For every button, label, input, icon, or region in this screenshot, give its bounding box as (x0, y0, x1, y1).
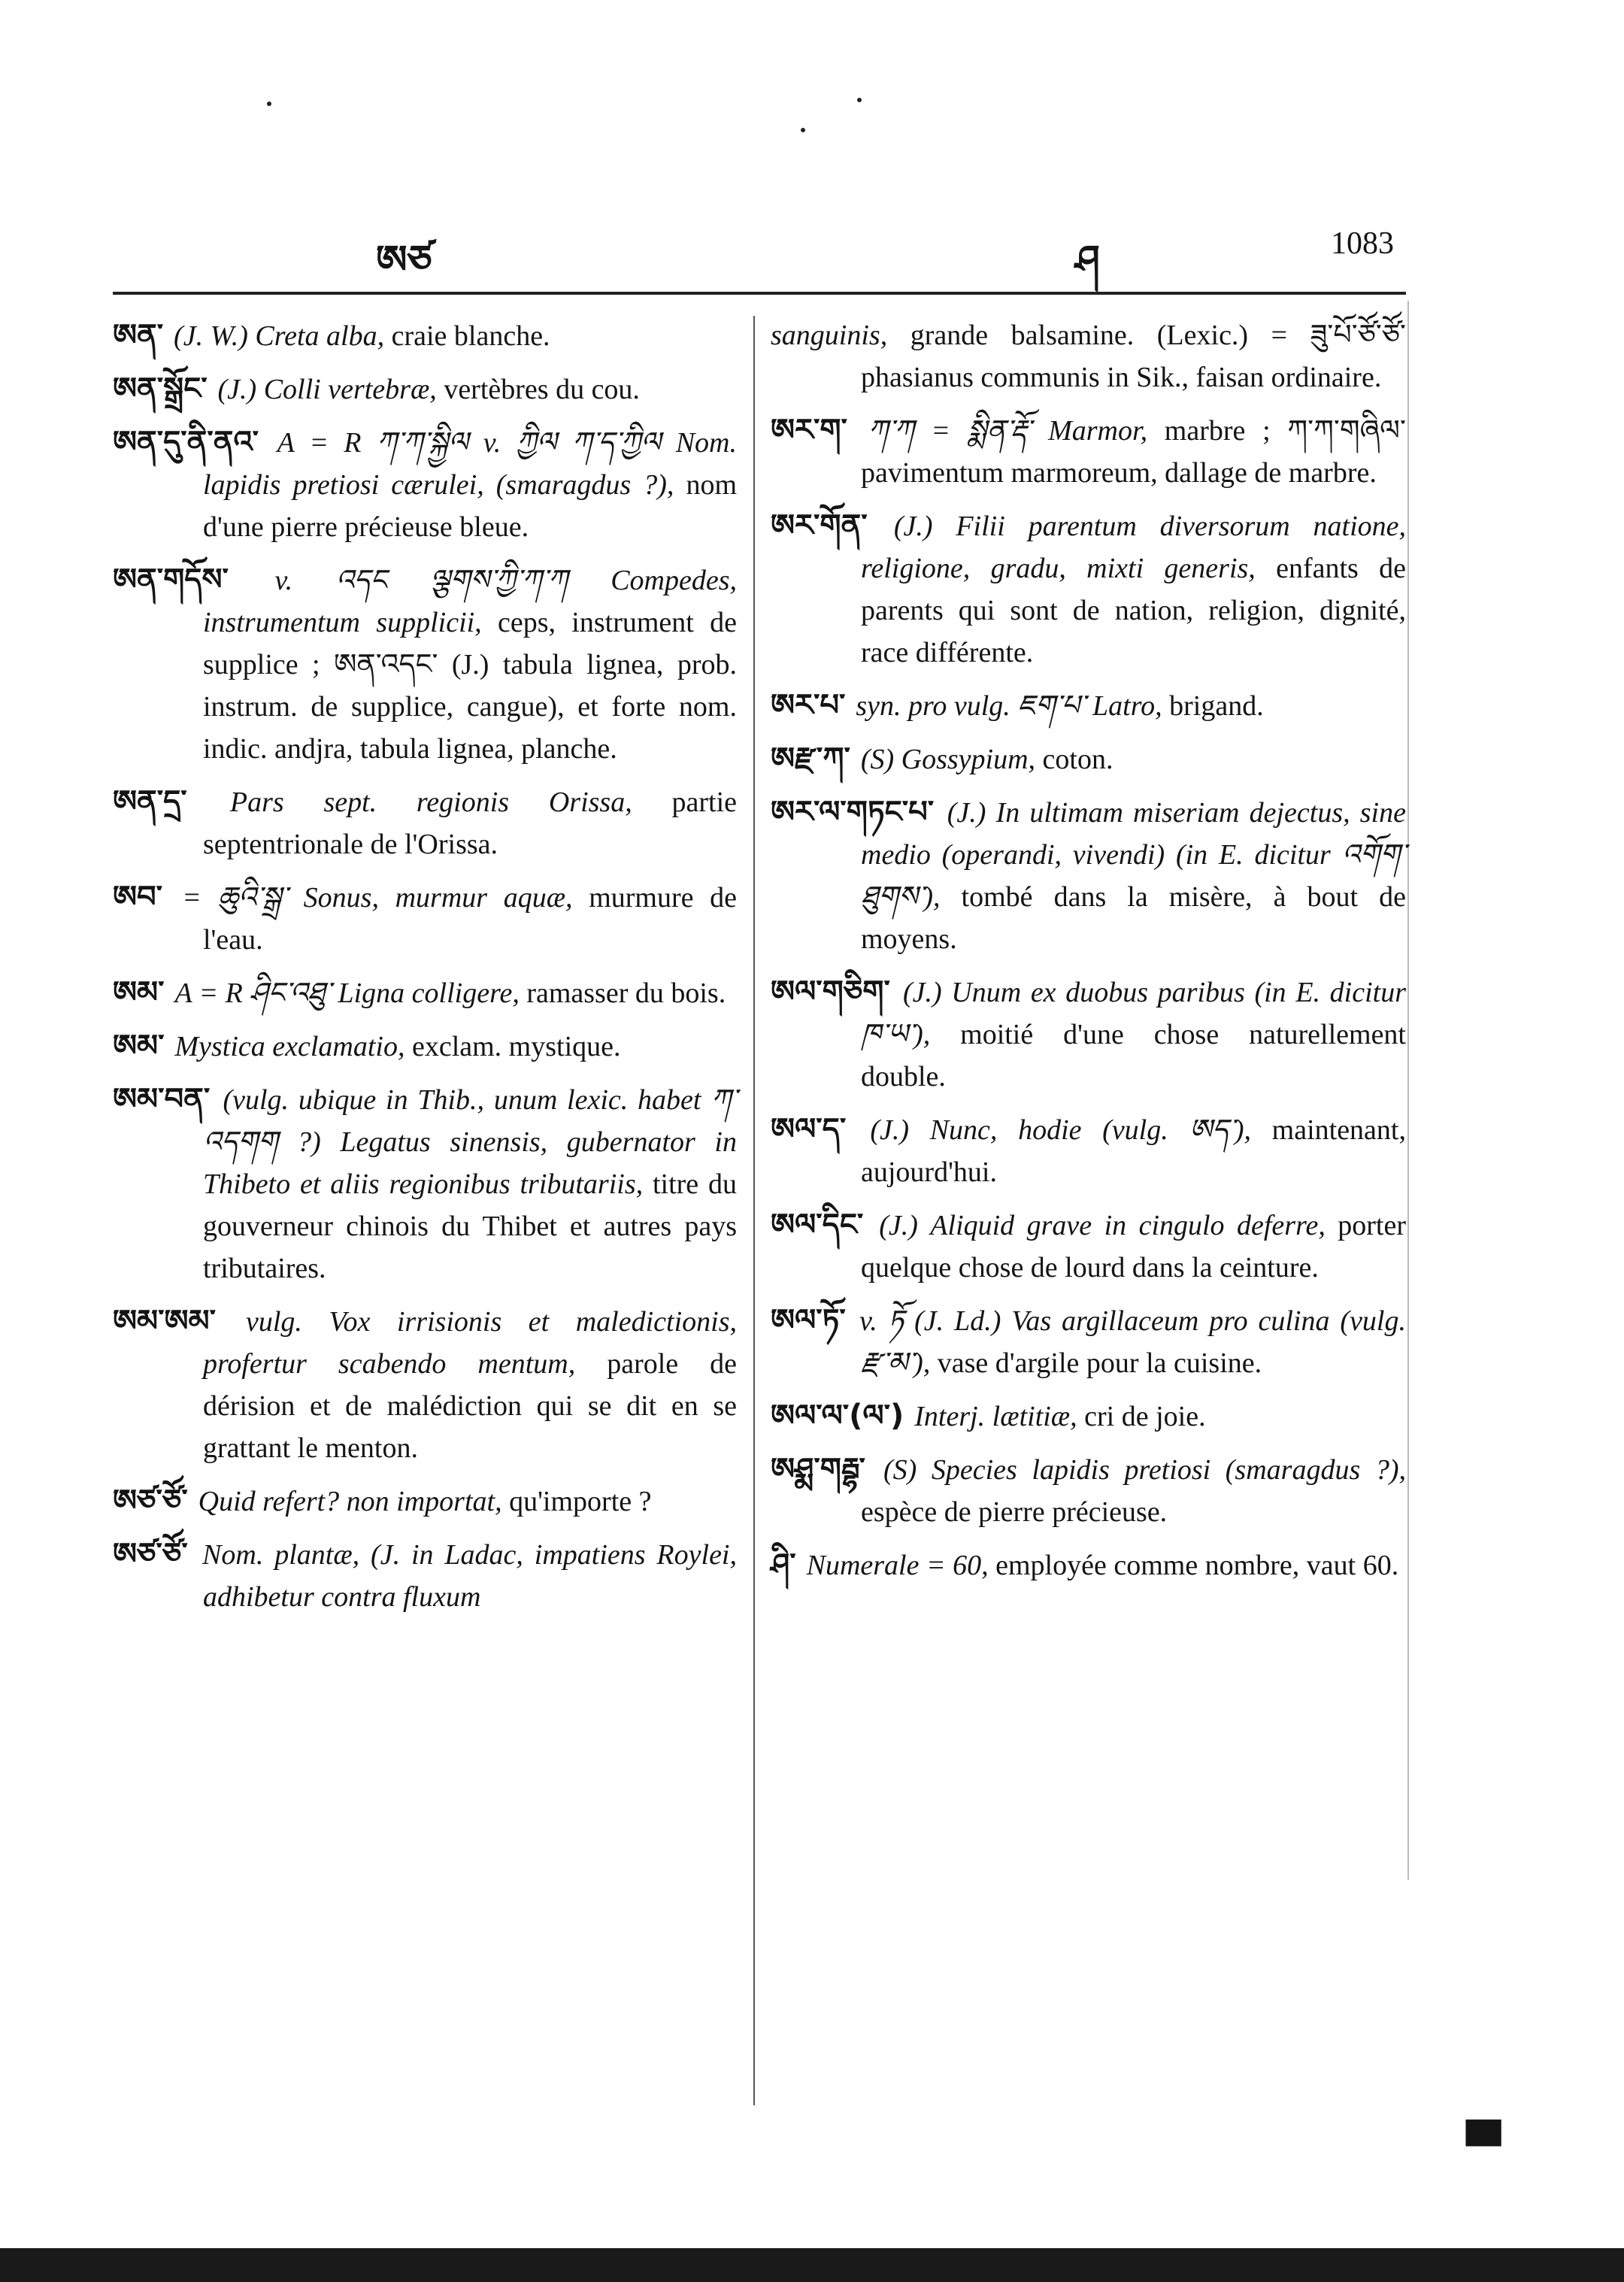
french-definition: vase d'argile pour la cuisine. (930, 1347, 1262, 1379)
dictionary-entry (113, 1480, 737, 1523)
latin-definition: A = R ཀ་ཀ་སྐྱིལ v. ཀྱིལ ཀ་ད་ཀྱིལ Nom. lapidis pretiosi cærulei, (smaragdus ?), (203, 427, 737, 501)
latin-definition: vulg. Vox irrisionis et maledictionis, profertur scabendo mentum, (203, 1306, 737, 1380)
french-definition: parole de dérision et de malédiction qui se dit en se grattant le menton. (203, 1348, 738, 1464)
column-divider (753, 316, 755, 2105)
french-definition: employée comme nombre, vaut 60. (988, 1550, 1399, 1581)
french-definition: maintenant, aujourd'hui. (861, 1114, 1406, 1188)
dictionary-entry (113, 1533, 737, 1618)
french-definition: cri de joie. (1077, 1401, 1206, 1432)
dictionary-entry (771, 409, 1406, 494)
dictionary-entry (771, 738, 1406, 780)
tibetan-headword: ཤི་ (771, 1547, 807, 1582)
latin-definition: (J.) Nunc, hodie (vulg. ཨད་), (870, 1114, 1251, 1146)
dictionary-entry (113, 314, 737, 357)
print-speck (857, 98, 862, 102)
page-number: 1083 (1331, 226, 1394, 261)
latin-definition: ཀ་ཀ = སྨིན་རྡོ་ Marmor, (868, 415, 1148, 447)
latin-definition: = ཆུའི་སྒྲ་ Sonus, murmur aquæ, (182, 882, 573, 914)
dictionary-entry (771, 505, 1406, 674)
tibetan-headword: ཨཙ་ཙོ་ (113, 1537, 203, 1571)
latin-definition: A = R ཤིང་འཐུ་ Ligna colligere, (174, 977, 520, 1009)
french-definition: murmure de l'eau. (203, 882, 737, 956)
tibetan-headword: ཨན་གདོས་ (113, 562, 275, 597)
latin-definition: (S) Gossypium, (860, 744, 1036, 775)
french-definition: marbre ; ཀ་ཀ་གཞིལ་ pavimentum marmoreum, dallage de marbre. (861, 415, 1406, 489)
tibetan-headword: ཨར་པ་ (771, 688, 856, 723)
latin-definition: Mystica exclamatio, (174, 1031, 405, 1062)
latin-definition: v. འདང ལྕགས་ཀྱི་ཀ་ཀ Compedes, instrumentum supplicii, (203, 565, 738, 638)
french-definition: moitié d'une chose naturellement double. (861, 1019, 1406, 1093)
dictionary-entry (113, 368, 737, 411)
tibetan-headword: ཨམ་བན་ (113, 1082, 223, 1117)
running-head-left: ཨཙ (376, 237, 432, 283)
latin-definition: (J.) Unum ex duobus paribus (in E. dicitur ཁ་ཡ་), (861, 977, 1407, 1050)
print-speck (267, 102, 271, 106)
dictionary-entry (113, 421, 737, 548)
dictionary-entry (771, 684, 1406, 727)
french-definition: ramasser du bois. (519, 977, 726, 1009)
tibetan-headword: ཨར་ག་ (771, 413, 868, 447)
latin-definition: Numerale = 60, (806, 1550, 989, 1581)
tibetan-headword: ཨར་ལ་གཏང་པ་ (771, 795, 947, 829)
scan-bottom-edge (0, 2248, 1624, 2282)
print-speck (801, 128, 805, 132)
french-definition: craie blanche. (384, 320, 550, 352)
french-definition: brigand. (1162, 690, 1264, 722)
tibetan-headword: ཨན་ (113, 318, 174, 353)
french-definition: qu'importe ? (501, 1486, 652, 1517)
tibetan-headword: ཨབ་ (113, 880, 183, 914)
tibetan-headword: ཨམ་ (113, 975, 175, 1010)
tibetan-headword: ཨཤྨ་གརྦྷ་ (771, 1452, 883, 1486)
french-definition: tombé dans la misère, à bout de moyens. (861, 881, 1406, 955)
latin-definition: v. ཏོ (J. Ld.) Vas argillaceum pro culina (vulg. རྫ་མ་), (859, 1305, 1406, 1379)
dictionary-entry (113, 559, 737, 770)
tibetan-headword: ཨརྫ་ཀ་ (771, 741, 861, 776)
french-definition: titre du gouverneur chinois du Thibet et autres pays tributaires. (203, 1168, 737, 1284)
tibetan-headword: ཨལ་དིང་ (771, 1208, 880, 1242)
latin-definition: (J.) Aliquid grave in cingulo deferre, (879, 1210, 1326, 1241)
right-column (771, 314, 1406, 1597)
tibetan-headword: ཨམ་ཨམ་ (113, 1304, 246, 1338)
dictionary-entry (113, 1025, 737, 1068)
latin-definition: Quid refert? non importat, (198, 1486, 502, 1517)
dictionary-entry (113, 1078, 737, 1289)
header-rule (113, 292, 1406, 295)
running-head-letter: ཤ (1075, 237, 1100, 283)
french-definition: ceps, instrument de supplice ; ཨན་འདང་ (J.) tabula lignea, prob. instrum. de supplice, cangue), et forte nom. indic. andjra, tabula lignea, planche. (203, 607, 737, 765)
tibetan-headword: ཨན་དྲ་ (113, 784, 230, 819)
dictionary-entry (771, 314, 1406, 399)
tibetan-headword: ཨལ་ཏོ་ (771, 1303, 860, 1338)
right-margin-line (1407, 301, 1409, 1880)
tibetan-headword: ཨན་སྒྲོང་ (113, 371, 218, 406)
dictionary-entry (771, 1544, 1406, 1586)
tibetan-headword: ཨལ་ད་ (771, 1112, 871, 1147)
tibetan-headword: ཨཙ་ཙོ་ (113, 1483, 198, 1518)
french-definition: espèce de pierre précieuse. (861, 1496, 1168, 1528)
tibetan-headword: ཨམ་ (113, 1029, 175, 1063)
dictionary-entry (771, 1204, 1406, 1289)
dictionary-entry (771, 1448, 1406, 1533)
latin-definition: (J.) In ultimam miseriam dejectus, sine medio (operandi, vivendi) (in E. dicitur འགོག་ཐུགས་), (861, 797, 1406, 913)
latin-definition: (S) Species lapidis pretiosi (smaragdus ?), (883, 1454, 1406, 1486)
french-definition: grande balsamine. (Lexic.) = ཟུ་པོ་ཙོ་ཙོ་ phasianus communis in Sik., faisan ordinaire. (861, 320, 1406, 393)
latin-definition: sanguinis, (771, 320, 888, 351)
latin-definition: (J.) Colli vertebræ, (217, 374, 437, 405)
latin-definition: syn. pro vulg. ཇག་པ་ Latro, (856, 690, 1162, 722)
latin-definition: (J. W.) Creta alba, (174, 320, 385, 352)
latin-definition: Nom. plantæ, (J. in Ladac, impatiens Roylei, adhibetur contra fluxum (202, 1539, 737, 1613)
tibetan-headword: ཨར་གོན་ (771, 508, 894, 543)
printer-mark: ▀ (1466, 2120, 1501, 2173)
latin-definition: (vulg. ubique in Thib., unum lexic. habet ཀ་འདགག ?) Legatus sinensis, gubernator in Thibeto et aliis regionibus tributariis, (203, 1084, 737, 1200)
latin-definition: (J.) Filii parentum diversorum natione, religione, gradu, mixti generis, (861, 511, 1406, 584)
dictionary-entry (771, 1108, 1406, 1193)
tibetan-headword: ཨན་དུ་ནི་ནའ་ (113, 425, 277, 459)
french-definition: porter quelque chose de lourd dans la ceinture. (861, 1210, 1406, 1283)
dictionary-entry (771, 791, 1406, 960)
french-definition: nom d'une pierre précieuse bleue. (203, 469, 737, 543)
french-definition: exclam. mystique. (404, 1031, 621, 1062)
dictionary-entry (113, 1300, 737, 1469)
tibetan-headword: ཨལ་ལ་(ལ་) (771, 1399, 915, 1433)
left-column (113, 314, 737, 1629)
french-definition: vertèbres du cou. (436, 374, 640, 405)
tibetan-headword: ཨལ་གཅིག་ (771, 974, 903, 1009)
french-definition: coton. (1035, 744, 1113, 775)
dictionary-entry (771, 971, 1406, 1098)
dictionary-entry (771, 1395, 1406, 1438)
french-definition: partie septentrionale de l'Orissa. (203, 786, 737, 860)
dictionary-entry (113, 971, 737, 1014)
french-definition: enfants de parents qui sont de nation, religion, dignité, race différente. (861, 553, 1406, 668)
dictionary-entry (771, 1299, 1406, 1384)
latin-definition: Pars sept. regionis Orissa, (229, 786, 632, 818)
latin-definition: Interj. lætitiæ, (914, 1401, 1077, 1432)
dictionary-entry (113, 876, 737, 961)
dictionary-entry (113, 780, 737, 865)
